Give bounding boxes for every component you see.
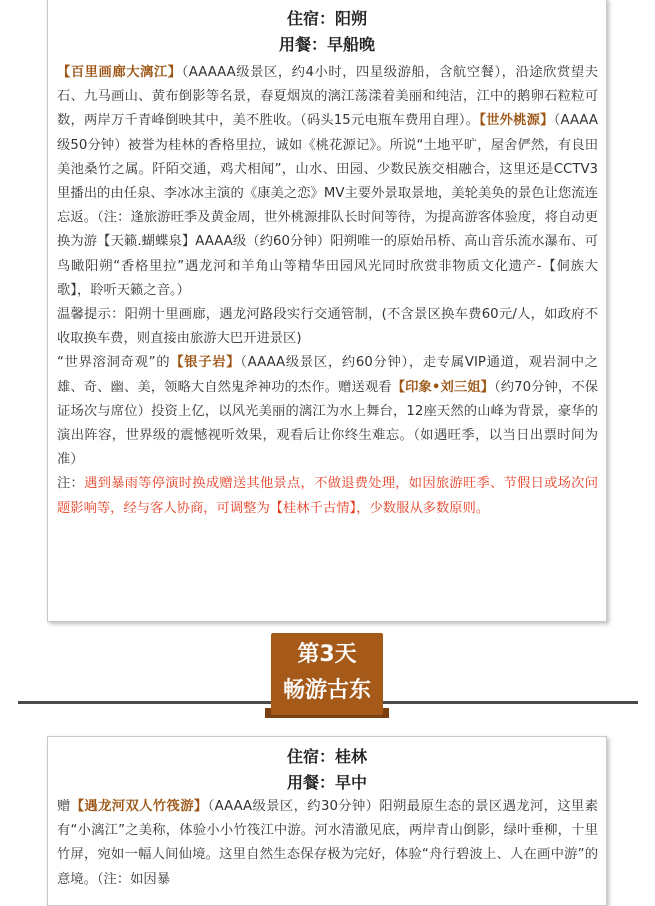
note-label: 注： [57, 476, 85, 492]
text-segment: 赠 [57, 799, 71, 814]
itinerary-card-day2 [47, 0, 607, 622]
itinerary-description [57, 61, 598, 521]
day-badge [271, 633, 383, 715]
attraction-lijiang: 【百里画廊大漓江】 [57, 65, 182, 80]
day-number: 第3天 [297, 642, 357, 667]
paragraph-lijiang [57, 61, 598, 303]
text-segment: （AAAA级景区，约30分钟）阳朔最原生态的景区遇龙河，这里素有“小漓江”之美称，体验小小竹筏江中游。河水清澈见底，两岸青山倒影，绿叶垂柳，十里竹屏，宛如一幅人间仙境。这里自然生态保存极为完好，体验“舟行碧波上、人在画中游”的意境。（注：如因暴 [57, 799, 599, 887]
attraction-shiwaitaoyuan: 【世外桃源】 [479, 113, 554, 129]
meals-label: 用餐：早中 [286, 773, 367, 792]
lodging-label: 住宿：阳朔 [286, 9, 367, 28]
attraction-yulonghe: 【遇龙河双人竹筏游】 [70, 799, 208, 814]
meals-label: 用餐：早船晚 [278, 35, 375, 54]
paragraph-yinziyan [57, 351, 598, 472]
paragraph-tips: 温馨提示：阳朔十里画廊，遇龙河路段实行交通管制，(不含景区换车费60元/人，如政府不收取换车费，则直接由旅游大巴开进景区) [57, 307, 598, 347]
text-segment: （AAAAA级景区，约4小时，四星级游船，含航空餐），沿途欣赏望夫石、九马画山、黄布倒影等名景，春夏烟岚的漓江荡漾着美丽和纯洁，江中的鹅卵石粒粒可数，两岸万千青峰倒映其中，美不胜收。（码头15元电瓶车费用自理）。 [57, 65, 599, 129]
attraction-liusanjie: 【印象•刘三姐】 [391, 379, 495, 395]
note-warning: 遇到暴雨等停演时换成赠送其他景点，不做退费处理，如因旅游旺季、节假日或场次问题影响等，经与客人协商，可调整为【桂林千古情】，少数服从多数原则。 [57, 476, 598, 516]
day-title: 畅游古东 [282, 678, 371, 703]
itinerary-description [57, 795, 598, 892]
lodging-label: 住宿：桂林 [286, 747, 367, 766]
itinerary-card-day3 [47, 736, 607, 906]
text-segment: （AAAA级50分钟）被誉为桂林的香格里拉，诚如《桃花源记》。所说“土地平旷，屋舍俨然，有良田美池桑竹之属。阡陌交通，鸡犬相闻”，山水、田园、少数民族交相融合，这里还是CCTV3里播出的由任泉、李冰冰主演的《康美之恋》MV主要外景取景地，美轮美奂的景色让您流连忘返。（注：逢旅游旺季及黄金周，世外桃源排队长时间等待，为提高游客体验度，将自动更换为游【天籁.蝴蝶泉】AAAA级（约60分钟）阳朔唯一的原始吊桥、高山音乐流水瀑布、可鸟瞰阳朔“香格里拉”遇龙河和羊角山等精华田园风光同时欣赏非物质文化遗产-【侗族大歌】，聆听天籁之音。） [57, 113, 598, 298]
paragraph-yulonghe [57, 795, 598, 892]
attraction-yinziyan: 【银子岩】 [170, 355, 241, 371]
text-segment: “世界溶洞奇观”的 [57, 355, 171, 371]
text-segment: （AAAA级景区，约60分钟），走专属VIP通道，观岩洞中之雄、奇、幽、美，领略大自然鬼斧神功的杰作。赠送观看 [57, 355, 599, 395]
paragraph-note [57, 472, 598, 520]
text-segment: （约70分钟，不保证场次与席位）投资上亿，以风光美丽的漓江为水上舞台，12座天然的山峰为背景，豪华的演出阵容，世界级的震憾视听效果，观看后让你终生难忘。（如遇旺季，以当日出票时间为准） [57, 379, 599, 468]
